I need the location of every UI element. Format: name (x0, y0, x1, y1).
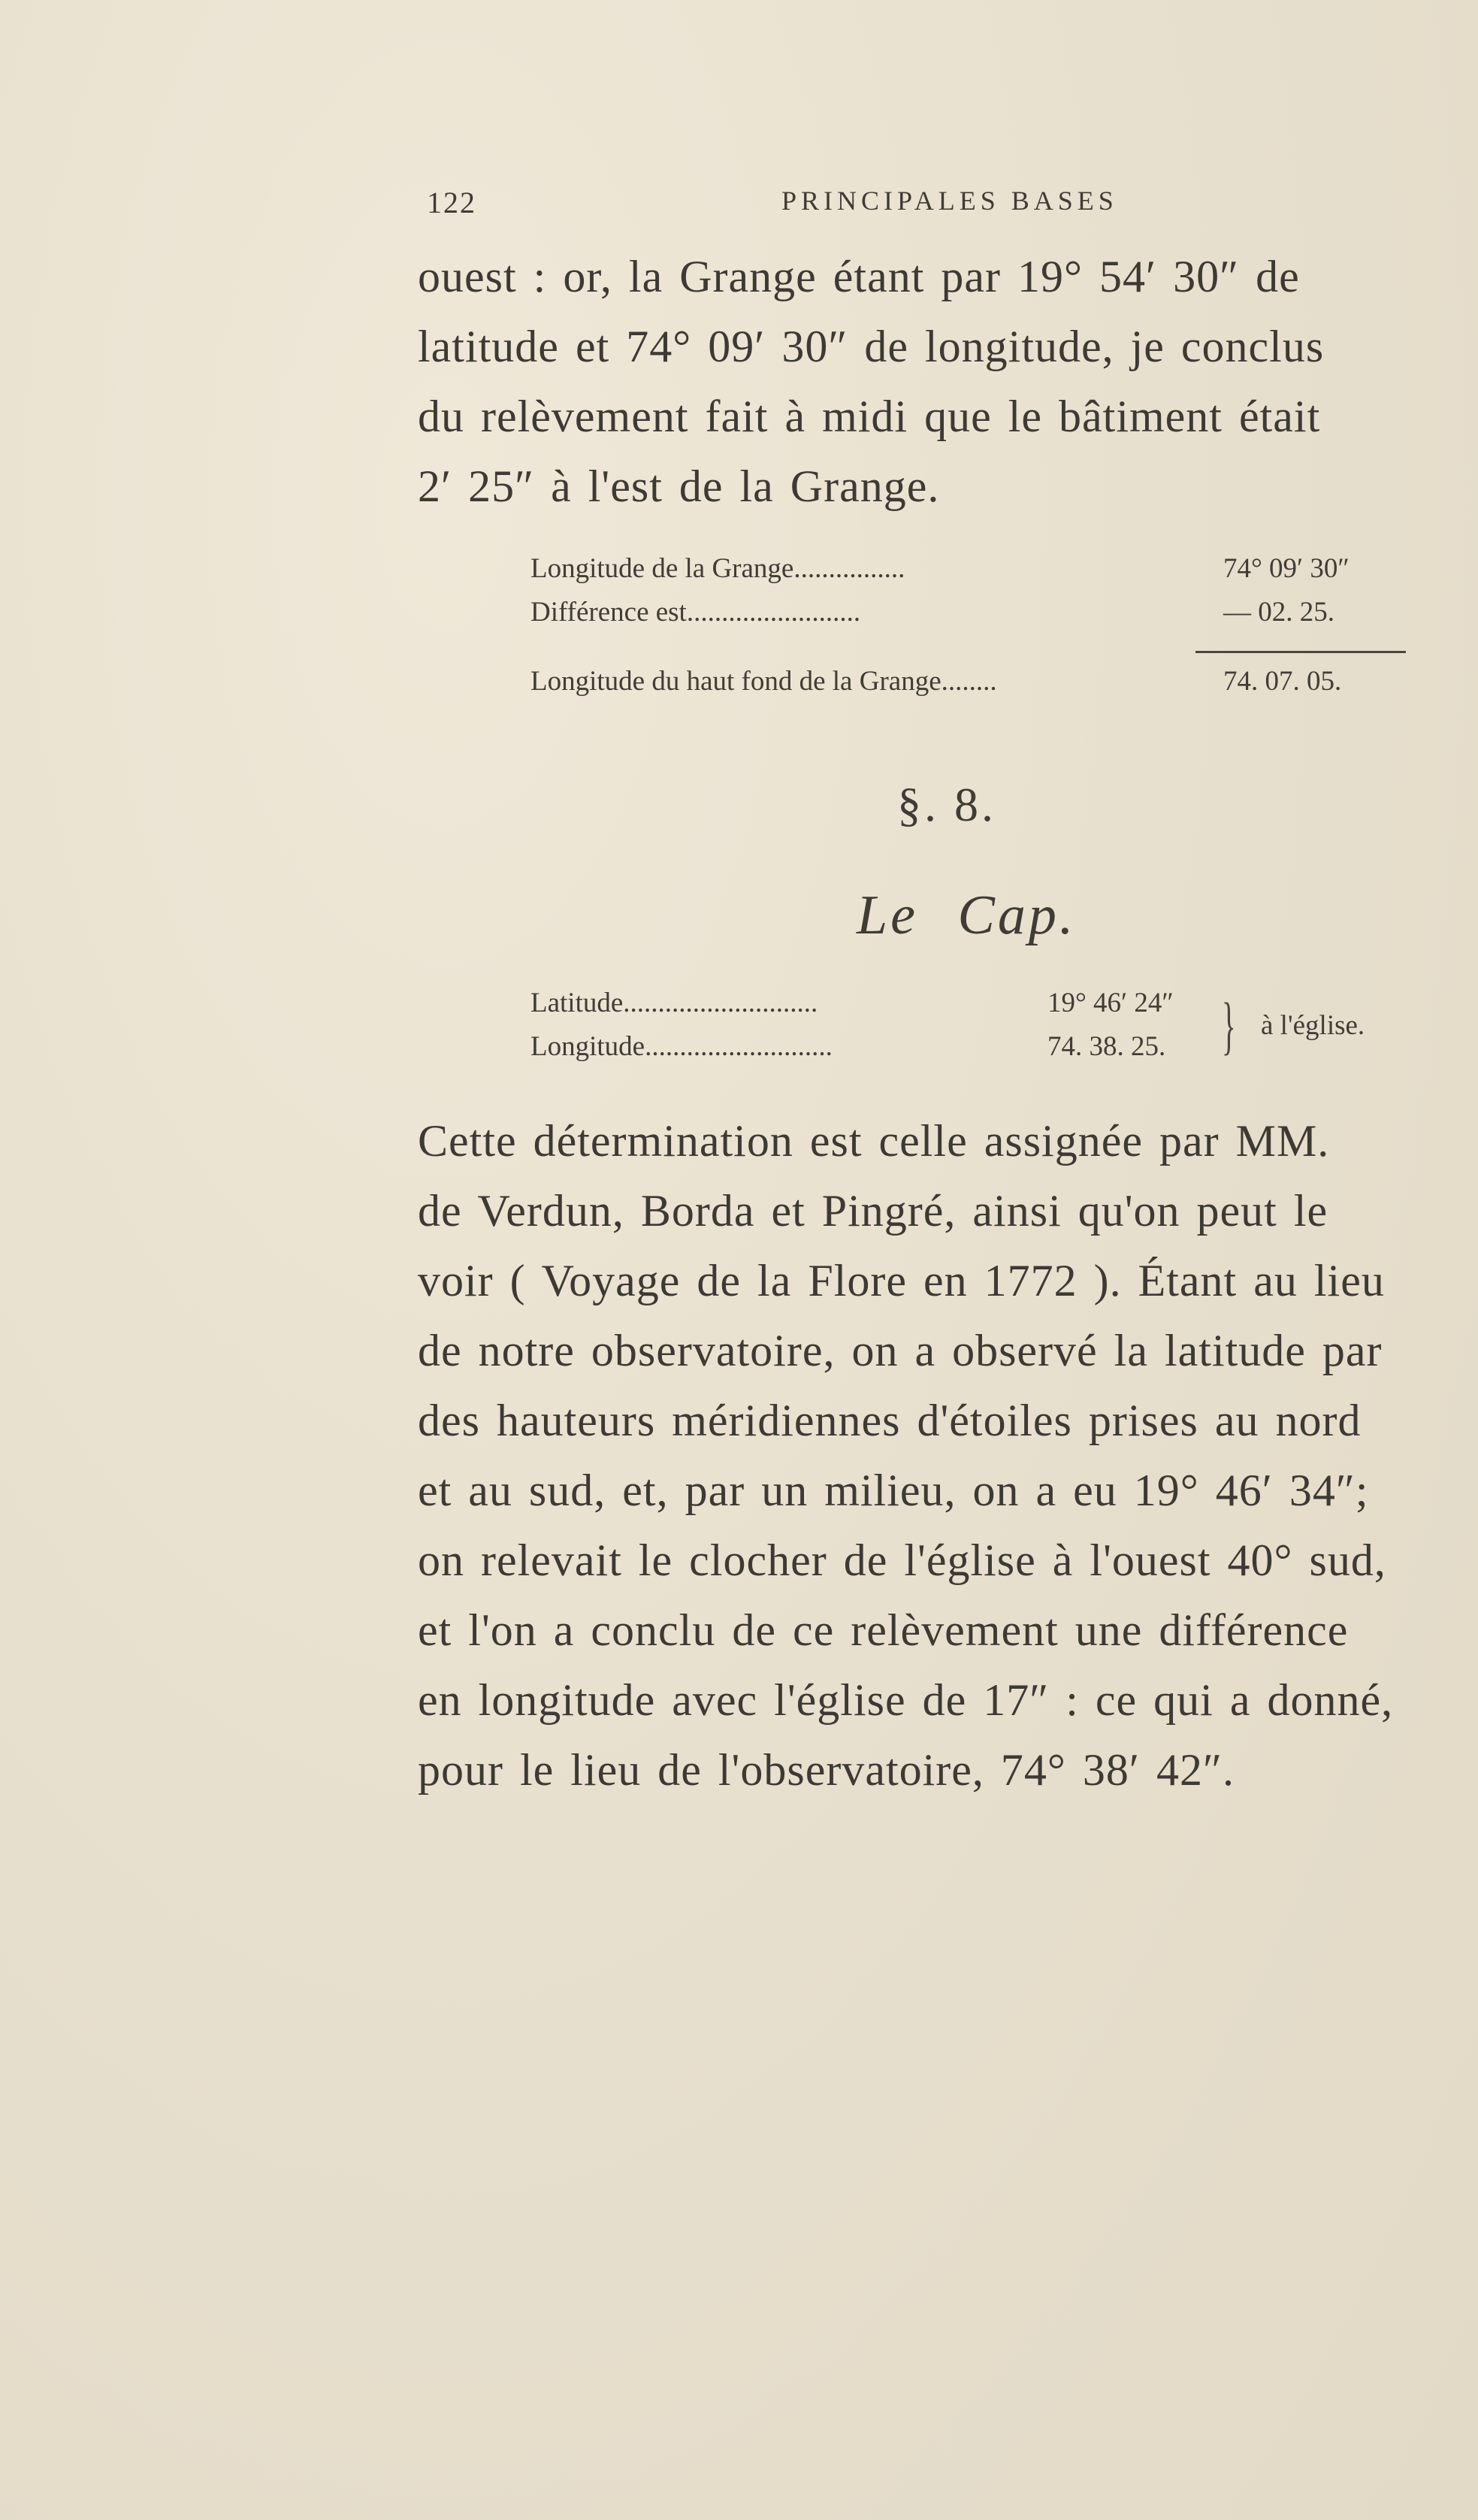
text-line: de notre observatoire, on a observé la latitude par (418, 1326, 1383, 1375)
row-label: Latitude............................ (530, 988, 818, 1018)
text-line: en longitude avec l'église de 17″ : ce qui a donné, (418, 1675, 1394, 1725)
table-row (530, 547, 1417, 591)
table-row (530, 591, 1417, 634)
total-value: 74. 07. 05. (1223, 666, 1342, 697)
table-total-row (530, 660, 1417, 703)
longitude-table (530, 547, 1417, 705)
row-label: Longitude........................... (530, 1031, 833, 1062)
brace-icon: } (1222, 989, 1236, 1061)
section-number: §. 8. (897, 778, 996, 831)
text-line: ouest : or, la Grange étant par 19° 54′ 30″ de (418, 252, 1300, 301)
text-line: pour le lieu de l'observatoire, 74° 38′ 42″. (418, 1745, 1235, 1795)
text-line: Cette détermination est celle assignée par MM. (418, 1116, 1330, 1166)
row-value: 74. 38. 25. (1047, 1031, 1166, 1062)
cap-coordinates-table (530, 982, 1432, 1079)
sum-rule (1195, 651, 1406, 653)
running-title: PRINCIPALES BASES (781, 186, 1118, 216)
paragraph-grange (418, 242, 1324, 522)
page-number: 122 (427, 186, 476, 219)
row-value: — 02. 25. (1223, 597, 1334, 628)
text-line: du relèvement fait à midi que le bâtiment était (418, 392, 1321, 441)
text-line: des hauteurs méridiennes d'étoiles prises au nord (418, 1396, 1362, 1445)
paragraph-cap (418, 1106, 1393, 1805)
row-label: Différence est......................... (530, 597, 861, 628)
row-value: 19° 46′ 24″ (1047, 988, 1174, 1018)
text-line: on relevait le clocher de l'église à l'ouest 40° sud, (418, 1535, 1386, 1585)
page-header (406, 182, 1187, 227)
row-label: Longitude de la Grange................ (530, 553, 905, 584)
text-line: et au sud, et, par un milieu, on a eu 19° 46′ 34″; (418, 1466, 1369, 1515)
text-line: latitude et 74° 09′ 30″ de longitude, je conclus (418, 322, 1325, 371)
brace-label: à l'église. (1261, 1010, 1365, 1041)
text-line: et l'on a conclu de ce relèvement une différence (418, 1605, 1349, 1655)
section-title: Le Cap. (857, 885, 1077, 946)
total-label: Longitude du haut fond de la Grange........ (530, 666, 997, 697)
text-line: 2′ 25″ à l'est de la Grange. (418, 461, 940, 511)
row-value: 74° 09′ 30″ (1223, 553, 1350, 584)
text-line: de Verdun, Borda et Pingré, ainsi qu'on peut le (418, 1186, 1328, 1236)
text-line: voir ( Voyage de la Flore en 1772 ). Étant au lieu (418, 1256, 1385, 1305)
